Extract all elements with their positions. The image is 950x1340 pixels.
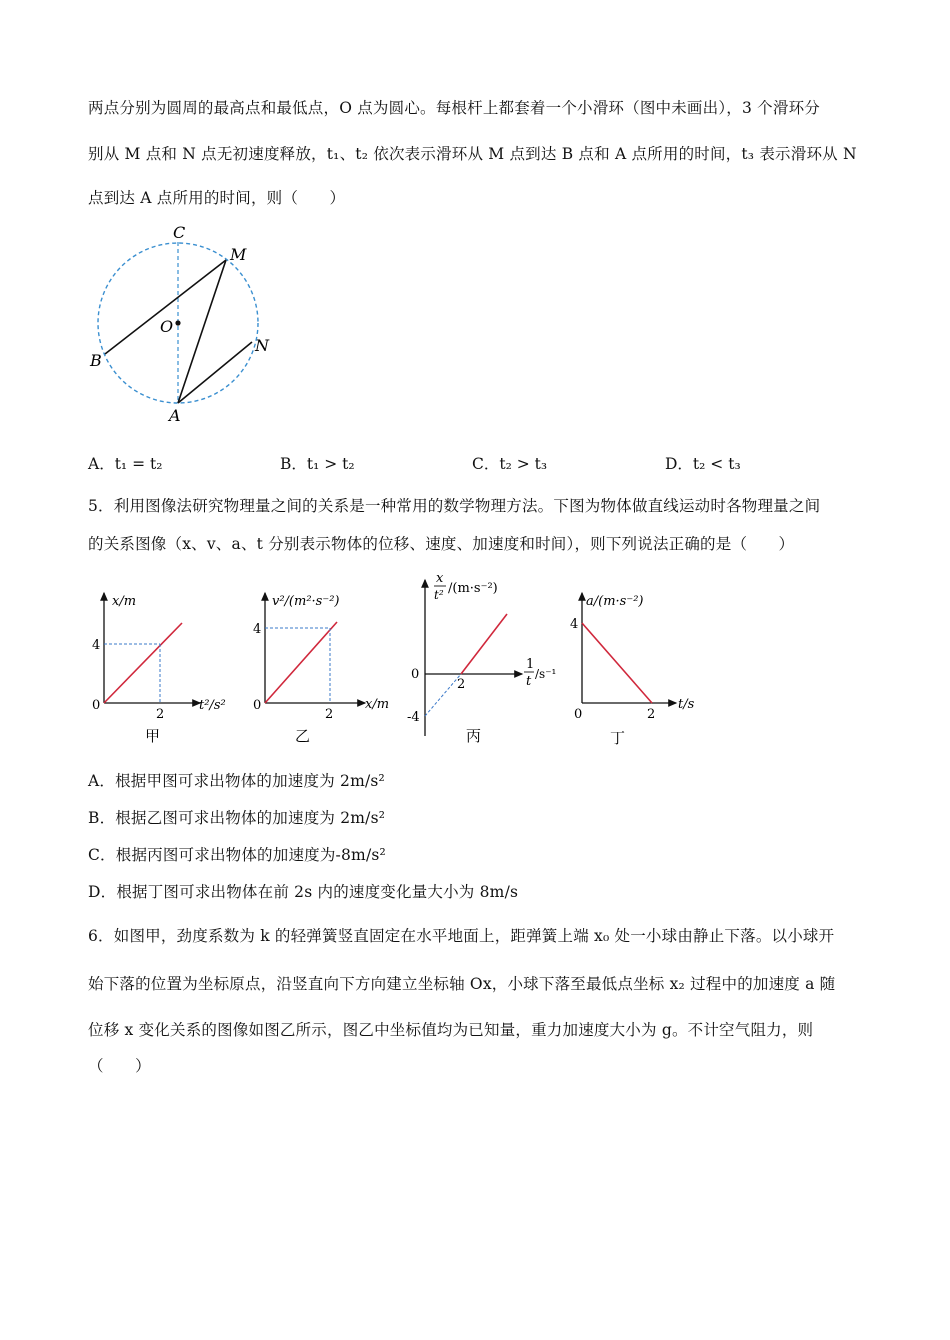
q5-option-c: C．根据丙图可求出物体的加速度为-8m/s² [88, 846, 386, 864]
label-B: B [90, 351, 102, 370]
bing-x-tick: 2 [457, 677, 466, 692]
q4-option-c: C．t₂ > t₃ [472, 455, 548, 473]
q4-option-a: A．t₁ = t₂ [88, 455, 163, 473]
q4-option-b: B．t₁ > t₂ [280, 455, 355, 473]
q5-option-b: B．根据乙图可求出物体的加速度为 2m/s² [88, 809, 386, 827]
label-M: M [230, 245, 247, 264]
q5-line-2: 的关系图像（x、v、a、t 分别表示物体的位移、速度、加速度和时间），则下列说法正确的是（ ） [88, 535, 795, 553]
q4-line-1: 两点分别为圆周的最高点和最低点，O 点为圆心。每根杆上都套着一个小滑环（图中未画出），3 个滑环分 [88, 99, 820, 117]
yi-origin: 0 [253, 698, 262, 713]
bing-dash [425, 674, 461, 716]
yi-y-tick: 4 [253, 622, 262, 637]
jia-y-tick: 4 [92, 638, 101, 653]
bing-y-tick: -4 [407, 710, 420, 725]
bing-y-num: x [436, 571, 444, 586]
ding-y-label: a/(m·s⁻²) [586, 594, 644, 609]
bing-x-unit: /s⁻¹ [535, 667, 557, 681]
jia-x-tick: 2 [156, 707, 165, 722]
q5-option-d: D．根据丁图可求出物体在前 2s 内的速度变化量大小为 8m/s [88, 883, 519, 901]
ding-line [582, 623, 652, 703]
label-C: C [173, 223, 186, 242]
ding-y-tick: 4 [570, 617, 579, 632]
bing-caption: 丙 [466, 727, 482, 745]
bing-x-den: t [526, 674, 532, 689]
ding-x-tick: 2 [647, 707, 656, 722]
circle-figure [80, 220, 280, 430]
jia-x-label: t²/s² [199, 698, 226, 713]
label-N: N [255, 336, 269, 355]
q6-line-4: （ ） [88, 1057, 151, 1075]
yi-line [265, 622, 337, 703]
ding-x-label: t/s [678, 697, 695, 712]
q4-line-3: 点到达 A 点所用的时间，则（ ） [88, 189, 346, 207]
rod-MA [178, 260, 226, 403]
graph-yi [247, 585, 402, 750]
q4-line-2: 别从 M 点和 N 点无初速度释放，t₁、t₂ 依次表示滑环从 M 点到达 B 点和 A 点所用的时间，t₃ 表示滑环从 N [88, 145, 857, 163]
bing-origin: 0 [411, 667, 420, 682]
q5-line-1: 5．利用图像法研究物理量之间的关系是一种常用的数学物理方法。下图为物体做直线运动时各物理量之间 [88, 497, 821, 515]
jia-caption: 甲 [145, 727, 161, 745]
q6-line-1: 6．如图甲，劲度系数为 k 的轻弹簧竖直固定在水平地面上，距弹簧上端 x₀ 处一小球由静止下落。以小球开 [88, 927, 835, 945]
jia-line [104, 623, 182, 703]
q4-option-d: D．t₂ < t₃ [665, 455, 741, 473]
bing-line [461, 614, 507, 674]
label-A: A [169, 406, 181, 425]
ding-caption: 丁 [610, 729, 626, 747]
graph-jia [82, 585, 232, 750]
graph-bing [402, 568, 562, 748]
bing-y-unit: /(m·s⁻²) [448, 581, 498, 596]
yi-caption: 乙 [295, 727, 311, 745]
yi-x-label: x/m [365, 697, 390, 712]
center-dot [175, 320, 180, 325]
q5-option-a: A．根据甲图可求出物体的加速度为 2m/s² [88, 772, 385, 790]
bing-x-num: 1 [526, 657, 535, 672]
graph-ding [568, 585, 708, 750]
q6-line-3: 位移 x 变化关系的图像如图乙所示，图乙中坐标值均为已知量，重力加速度大小为 g。不计空气阻力，则 [88, 1021, 814, 1039]
jia-y-label: x/m [112, 594, 137, 609]
yi-x-tick: 2 [325, 707, 334, 722]
yi-y-label: v²/(m²·s⁻²) [272, 594, 340, 609]
ding-origin: 0 [574, 707, 583, 722]
bing-y-den: t² [434, 588, 444, 602]
jia-origin: 0 [92, 698, 101, 713]
label-O: O [160, 317, 174, 336]
rod-MB [105, 260, 226, 354]
q6-line-2: 始下落的位置为坐标原点，沿竖直向下方向建立坐标轴 Ox，小球下落至最低点坐标 x₂ 过程中的加速度 a 随 [88, 975, 836, 993]
